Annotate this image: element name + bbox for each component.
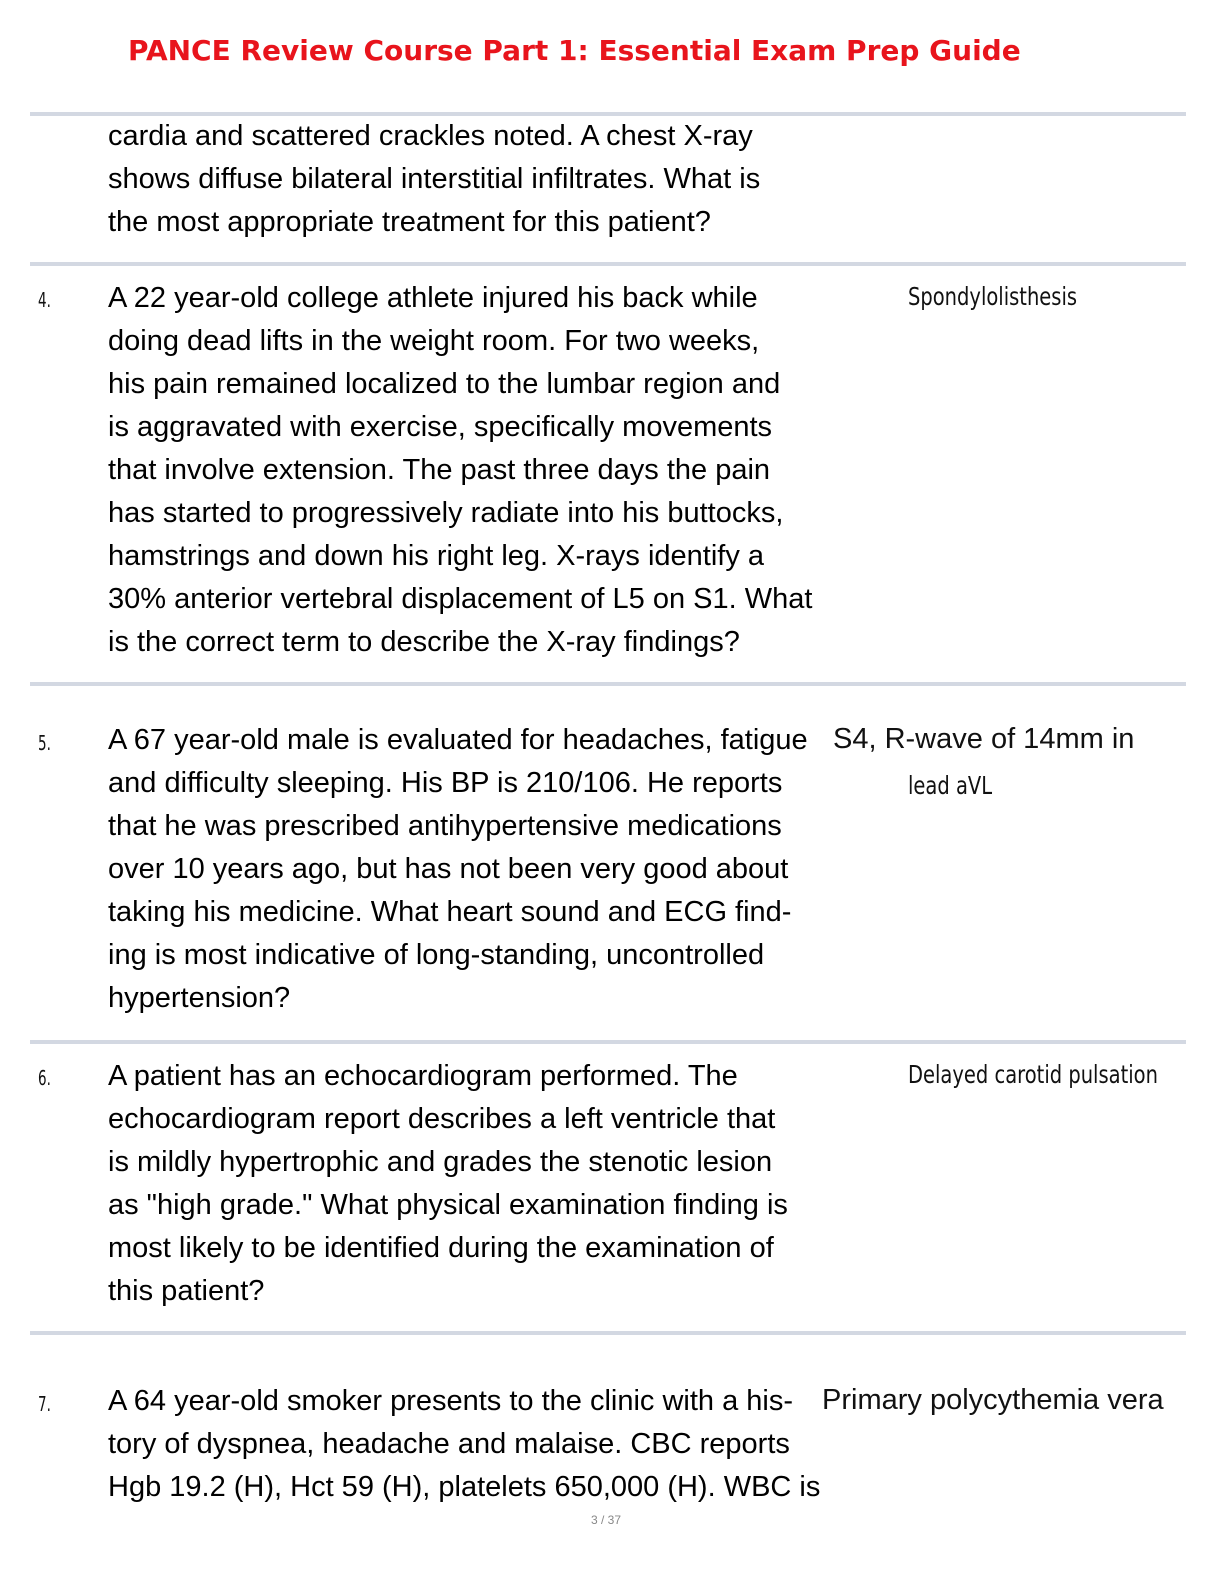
answer-text: Delayed carotid pulsation	[908, 1060, 1158, 1089]
question-text: A patient has an echocardiogram performed. The echocardiogram report describes a left ventricle that is mildly hypertrophic and grades the stenotic lesion as "high grade." What physical examination finding is most likely to be identified during the examination of this patient?	[108, 1060, 788, 1307]
answer-text: Primary polycythemia vera	[822, 1384, 1164, 1416]
answer-text: Spondylolisthesis	[908, 282, 1078, 311]
divider	[30, 1040, 1186, 1044]
page-number: 3 / 37	[591, 1513, 622, 1527]
question-number: 6.	[38, 1066, 51, 1090]
question-text: A 67 year-old male is evaluated for headaches, fatigue and difficulty sleeping. His BP is 210/106. He reports that he was prescribed antihypertensive medications over 10 years ago, but has not been very good about taking his medicine. What heart sound and ECG find- ing is most indicative of long-standing, uncontrolled hypertension?	[108, 724, 808, 1014]
divider	[30, 262, 1186, 266]
answer-text-continued: lead aVL	[908, 771, 993, 800]
divider	[30, 682, 1186, 686]
continued-question-text: cardia and scattered crackles noted. A chest X-ray shows diffuse bilateral interstitial infiltrates. What is the most appropriate treatment for this patient?	[108, 120, 761, 238]
page-header-title: PANCE Review Course Part 1: Essential Exam Prep Guide	[128, 34, 1021, 67]
question-number: 7.	[38, 1392, 51, 1416]
question-text: A 64 year-old smoker presents to the clinic with a his- tory of dyspnea, headache and malaise. CBC reports Hgb 19.2 (H), Hct 59 (H), platelets 650,000 (H). WBC is	[108, 1385, 821, 1503]
question-number: 4.	[38, 288, 51, 312]
question-number: 5.	[38, 731, 51, 755]
divider	[30, 1331, 1186, 1335]
answer-text: S4, R-wave of 14mm in	[833, 723, 1135, 755]
question-text: A 22 year-old college athlete injured his back while doing dead lifts in the weight room. For two weeks, his pain remained localized to the lumbar region and is aggravated with exercise, specifically movements that involve extension. The past three days the pain has started to progressively radiate into his buttocks, hamstrings and down his right leg. X-rays identify a 30% anterior vertebral displacement of L5 on S1. What is the correct term to describe the X-ray findings?	[108, 282, 813, 658]
